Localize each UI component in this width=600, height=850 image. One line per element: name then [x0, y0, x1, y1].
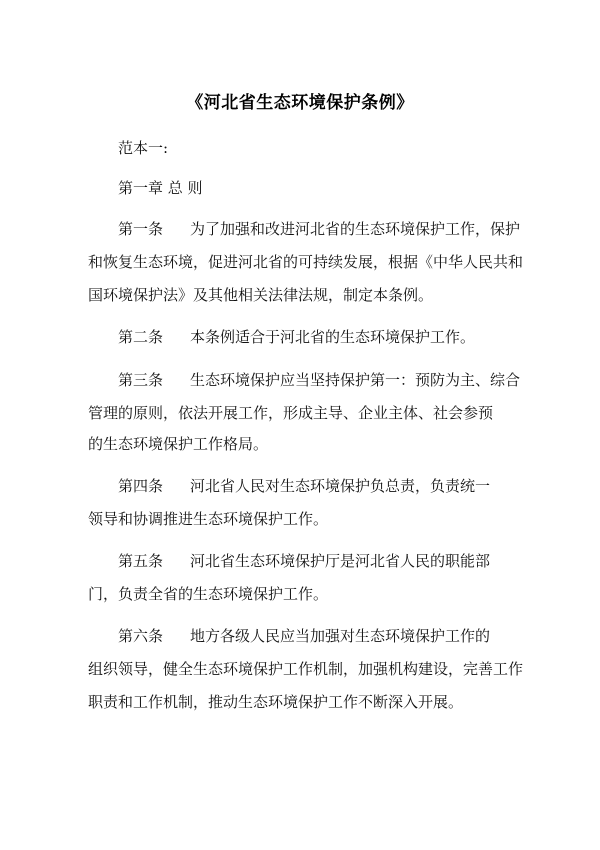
- article-text-line: 门，负责全省的生态环境保护工作。: [88, 585, 329, 603]
- article-text-line: 和恢复生态环境，促进河北省的可持续发展，根据《中华人民共和: [88, 253, 524, 271]
- article-text-line: 组织领导，健全生态环境保护工作机制，加强机构建设，完善工作: [88, 660, 524, 678]
- article-label: 第五条: [118, 552, 164, 570]
- article-text-line: 河北省人民对生态环境保护负总责，负责统一: [190, 477, 491, 495]
- article-text-line: 生态环境保护应当坚持保护第一：预防为主、综合: [190, 371, 521, 389]
- article-label: 第三条: [118, 371, 164, 389]
- article-text-line: 领导和协调推进生态环境保护工作。: [88, 510, 329, 528]
- article-text-line: 职责和工作机制，推动生态环境保护工作不断深入开展。: [88, 693, 464, 711]
- article-label: 第二条: [118, 328, 164, 346]
- article-text-line: 地方各级人民应当加强对生态环境保护工作的: [190, 627, 491, 645]
- article-label: 第一条: [118, 220, 164, 238]
- article-label: 第四条: [118, 477, 164, 495]
- article-text-line: 国环境保护法》及其他相关法律法规，制定本条例。: [88, 286, 434, 304]
- article-text-line: 为了加强和改进河北省的生态环境保护工作，保护: [190, 220, 521, 238]
- article-text-line: 管理的原则，依法开展工作，形成主导、企业主体、社会参预: [88, 404, 494, 422]
- document-title: 《河北省生态环境保护条例》: [186, 93, 414, 113]
- version-label: 范本一:: [118, 139, 169, 157]
- article-text-line: 的生态环境保护工作格局。: [88, 435, 269, 453]
- article-text-line: 河北省生态环境保护厅是河北省人民的职能部: [190, 552, 491, 570]
- article-label: 第六条: [118, 627, 164, 645]
- article-text-line: 本条例适合于河北省的生态环境保护工作。: [190, 328, 476, 346]
- chapter-heading: 第一章 总 则: [118, 179, 203, 197]
